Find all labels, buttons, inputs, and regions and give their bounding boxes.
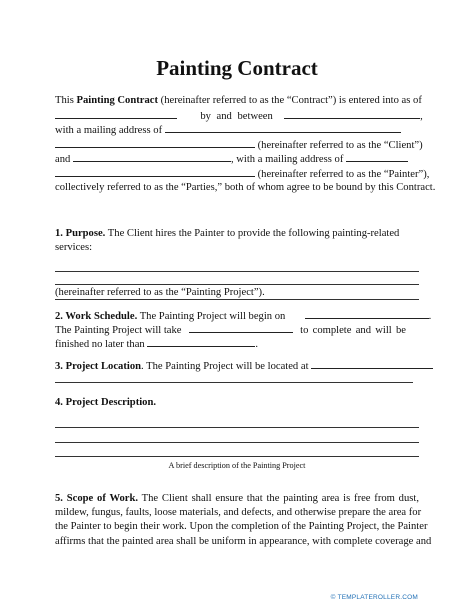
schedule-text: . (428, 311, 432, 322)
intro-line-3 (55, 123, 419, 138)
client-name-field[interactable] (284, 109, 420, 119)
description-heading (55, 396, 419, 410)
purpose-text: The Client hires the Painter to provide the following painting-related (107, 228, 400, 239)
section-heading: 4. Project Description. (55, 397, 157, 408)
schedule-text: to complete and will be (300, 325, 406, 336)
purpose-after (55, 286, 419, 300)
section-heading: 5. Scope of Work. (55, 493, 138, 504)
intro-line-7 (55, 181, 436, 195)
painter-name-field[interactable] (73, 152, 231, 162)
section-heading: 1. Purpose. (55, 228, 106, 239)
client-address-field-2[interactable] (55, 138, 255, 148)
purpose-line-2 (55, 241, 419, 255)
scope-line-4: affirms that the painted area shall be uniform in appearance, with complete coverage and (55, 536, 432, 547)
document-title: Painting Contract (156, 56, 318, 80)
description-line-3[interactable] (55, 456, 419, 457)
contract-date-field[interactable] (55, 109, 177, 119)
scope-line-2: mildew, fungus, faults, loose materials, and defects, and otherwise prepare the area for (55, 507, 422, 518)
schedule-line-2 (55, 323, 419, 338)
purpose-text: services: (55, 242, 93, 253)
schedule-text: . (255, 339, 259, 350)
copyright-icon: © (330, 594, 336, 601)
finish-date-field[interactable] (147, 337, 255, 347)
footer-text: TEMPLATEROLLER.COM (337, 594, 418, 601)
intro-text: This (55, 95, 74, 106)
intro-text: (hereinafter referred to as the “Contract”) is entered into as of (160, 95, 422, 106)
location-text: . The Painting Project will be located at (141, 361, 309, 372)
intro-line-5 (55, 152, 419, 167)
schedule-text: finished no later than (55, 339, 145, 350)
client-address-field[interactable] (165, 123, 401, 133)
intro-text: (hereinafter referred to as the “Painter”), (257, 169, 430, 180)
duration-field[interactable] (189, 323, 293, 333)
intro-text: , (420, 111, 423, 122)
schedule-text: The Painting Project will begin on (139, 311, 286, 322)
section-heading: 2. Work Schedule. (55, 311, 138, 322)
intro-contract-name: Painting Contract (76, 95, 159, 106)
intro-text: collectively referred to as the “Parties,” both of whom agree to be bound by this Contract. (55, 182, 436, 193)
services-line-1[interactable] (55, 271, 419, 272)
intro-text: with a mailing address of (55, 125, 163, 136)
purpose-line-1 (55, 227, 419, 241)
schedule-line-3 (55, 337, 419, 352)
intro-line-6 (55, 167, 430, 182)
intro-text: , with a mailing address of (230, 154, 344, 165)
schedule-line-1 (55, 309, 432, 324)
schedule-text: The Painting Project will take (55, 325, 182, 336)
section-heading: 3. Project Location (55, 361, 142, 372)
intro-line-1 (55, 94, 422, 108)
scope-line-1 (55, 492, 419, 506)
scope-line-3: the Painter to begin their work. Upon the completion of the Painting Project, the Painter (55, 521, 428, 532)
painter-address-field-2[interactable] (55, 167, 255, 177)
scope-text: The Client shall ensure that the painting area is free from dust, (141, 493, 419, 504)
location-line-1 (55, 359, 419, 374)
intro-line-4 (55, 138, 423, 153)
start-date-field[interactable] (305, 309, 429, 319)
intro-line-2 (55, 109, 423, 124)
description-line-1[interactable] (55, 427, 419, 428)
location-line-2[interactable] (55, 382, 413, 383)
intro-text: (hereinafter referred to as the “Client”) (257, 140, 423, 151)
description-caption: A brief description of the Painting Project (168, 461, 306, 470)
painter-address-field[interactable] (346, 152, 408, 162)
location-field[interactable] (311, 359, 433, 369)
services-line-2[interactable] (55, 284, 419, 285)
intro-text: and (55, 154, 71, 165)
footer-link[interactable] (331, 594, 418, 601)
purpose-text: (hereinafter referred to as the “Painting Project”). (55, 287, 265, 298)
description-line-2[interactable] (55, 442, 419, 443)
intro-text: by and between (200, 111, 273, 122)
